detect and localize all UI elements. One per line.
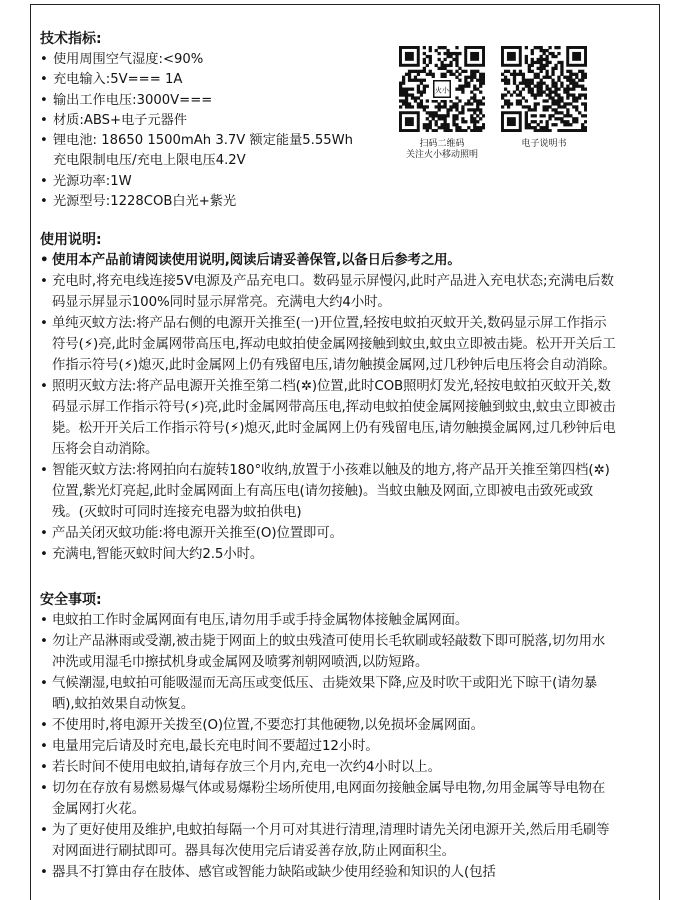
- spec-item: • 材质:ABS+电子元器件: [40, 111, 385, 131]
- safety-item: • 切勿在存放有易燃易爆气体或易爆粉尘场所使用,电网面勿接触金属导电物,勿用金属等导电物在金属网打火花。: [40, 778, 618, 820]
- page-border-top: [30, 4, 660, 5]
- spec-item: • 光源功率:1W: [40, 172, 385, 192]
- usage-item: • 照明灭蚊方法:将产品电源开关推至第二档(✲)位置,此时COB照明灯发光,轻按电蚊拍灭蚊开关,数码显示屏工作指示符号(⚡)亮,此时金属网带高压电,挥动电蚊拍使金属网接触到蚊虫,蚊虫立即被击毙。松开开关后工作指示符号(⚡)熄灭,此时金属网上仍有残留电压,请勿触摸金属网,过几秒钟后电压将会自动消除。: [40, 376, 618, 460]
- safety-item: • 若长时间不使用电蚊拍,请每存放三个月内,充电一次约4小时以上。: [40, 757, 618, 778]
- spec-item-battery: [40, 131, 385, 172]
- spec-item: • 使用周围空气湿度:<90%: [40, 50, 385, 70]
- qr-code-icon: [501, 46, 587, 132]
- usage-item: • 充电时,将充电线连接5V电源及产品充电口。数码显示屏慢闪,此时产品进入充电状态;充满电后数码显示屏显示100%同时显示屏常亮。充满电大约4小时。: [40, 271, 618, 313]
- usage-item: • 单纯灭蚊方法:将产品右侧的电源开关推至(一)开位置,轻按电蚊拍灭蚊开关,数码显示屏工作指示符号(⚡)亮,此时金属网带高压电,挥动电蚊拍使金属网接触到蚊虫,蚊虫立即被击毙。松开开关后工作指示符号(⚡)熄灭,此时金属网上仍有残留电压,请勿触摸金属网,过几秒钟后电压将会自动消除。: [40, 313, 618, 376]
- safety-item: • 气候潮湿,电蚊拍可能吸湿而无高压或变低压、击毙效果下降,应及时吹干或阳光下晾干(请勿暴晒),蚊拍效果自动恢复。: [40, 673, 618, 715]
- qr-wechat-block: [397, 46, 487, 161]
- safety-item: • 电蚊拍工作时金属网面有电压,请勿用手或手持金属物体接触金属网面。: [40, 610, 618, 631]
- page-border-right: [659, 4, 660, 900]
- spec-item: • 充电输入:5V=== 1A: [40, 70, 385, 90]
- specs-list: [40, 50, 385, 212]
- usage-item: • 使用本产品前请阅读使用说明,阅读后请妥善保管,以备日后参考之用。: [40, 250, 618, 271]
- qr-code-icon: [399, 46, 485, 132]
- usage-list: [40, 250, 618, 565]
- page-border-left: [30, 4, 31, 900]
- spec-item: • 输出工作电压:3000V===: [40, 91, 385, 111]
- spec-battery-continuation: 充电限制电压/充电上限电压4.2V: [53, 153, 246, 169]
- safety-item: • 器具不打算由存在肢体、感官或智能力缺陷或缺少使用经验和知识的人(包括: [40, 862, 618, 883]
- safety-item: • 电量用完后请及时充电,最长充电时间不要超过12小时。: [40, 736, 618, 757]
- usage-item: • 充满电,智能灭蚊时间大约2.5小时。: [40, 544, 618, 565]
- usage-item: • 产品关闭灭蚊功能:将电源开关推至(O)位置即可。: [40, 523, 618, 544]
- specs-title: 技术指标:: [40, 31, 102, 47]
- safety-item: • 为了更好使用及维护,电蚊拍每隔一个月可对其进行清理,清理时请先关闭电源开关,然后用毛刷等对网面进行刷拭即可。器具每次使用完后请妥善存放,防止网面积尘。: [40, 820, 618, 862]
- safety-item: • 不使用时,将电源开关拨至(O)位置,不要恋打其他硬物,以免损坏金属网面。: [40, 715, 618, 736]
- qr-left-caption-2: 关注火小移动照明: [405, 150, 478, 160]
- qr-left-caption-1: 扫码二维码: [419, 139, 465, 149]
- safety-title: 安全事项:: [40, 592, 102, 608]
- spec-item: • 光源型号:1228COB白光+紫光: [40, 192, 385, 212]
- safety-item: • 勿让产品淋雨或受潮,被击毙于网面上的蚊虫残渣可使用长毛软刷或轻敲数下即可脱落,切勿用水冲洗或用湿毛巾擦拭机身或金属网及喷雾剂朝网喷洒,以防短路。: [40, 631, 618, 673]
- qr-badge-text: 火小: [435, 86, 449, 95]
- qr-manual-block: [500, 46, 588, 150]
- spec-battery-text: 锂电池: 18650 1500mAh 3.7V 额定能量5.55Wh: [53, 133, 354, 149]
- safety-list: [40, 610, 618, 883]
- usage-item: • 智能灭蚊方法:将网拍向右旋转180°收纳,放置于小孩难以触及的地方,将产品开关推至第四档(✲)位置,紫光灯亮起,此时金属网面上有高压电(请勿接触)。当蚊虫触及网面,立即被电击致死或致残。(灭蚊时可同时连接充电器为蚊拍供电): [40, 460, 618, 523]
- usage-title: 使用说明:: [40, 232, 102, 248]
- qr-right-caption: 电子说明书: [521, 139, 567, 149]
